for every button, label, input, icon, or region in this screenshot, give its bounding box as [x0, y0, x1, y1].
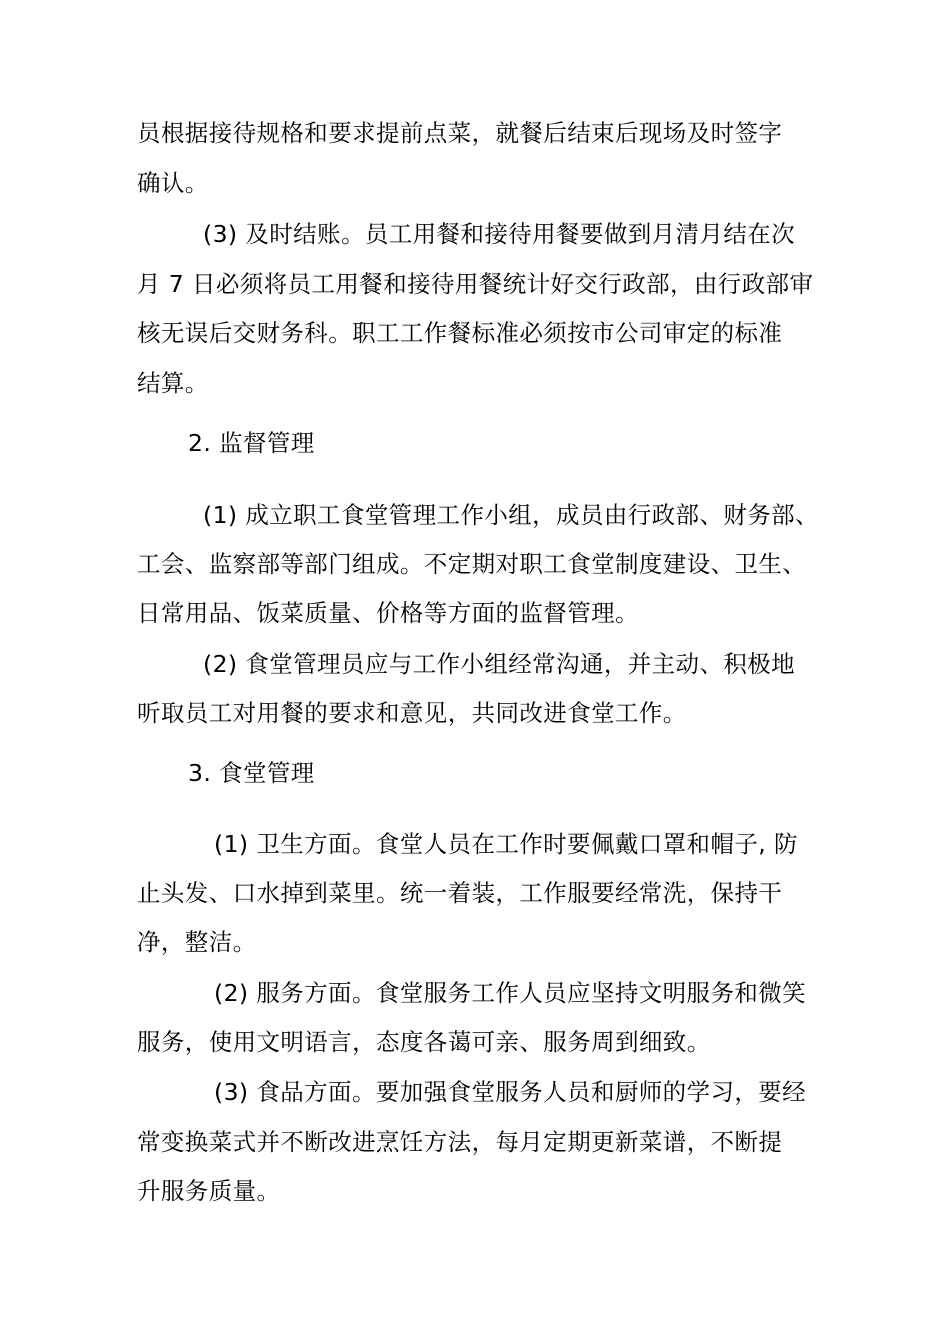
body-text-line: 工会、监察部等部门组成。不定期对职工食堂制度建设、卫生、 [137, 550, 807, 578]
section-heading: 2. 监督管理 [188, 429, 315, 457]
list-item-text: (2) 服务方面。食堂服务工作人员应坚持文明服务和微笑 [214, 979, 807, 1007]
body-text-line: 确认。 [137, 169, 209, 197]
list-item-text: (2) 食堂管理员应与工作小组经常沟通，并主动、积极地 [203, 650, 796, 678]
body-text-line: 听取员工对用餐的要求和意见，共同改进食堂工作。 [137, 699, 687, 727]
body-text-line: 止头发、口水掉到菜里。统一着装，工作服要经常洗，保持干 [137, 879, 783, 907]
body-text-line: 员根据接待规格和要求提前点菜，就餐后结束后现场及时签字 [137, 119, 783, 147]
list-item-text: (3) 食品方面。要加强食堂服务人员和厨师的学习，要经 [214, 1078, 807, 1106]
body-text-line: 常变换菜式并不断改进烹饪方法，每月定期更新菜谱，不断提 [137, 1128, 783, 1156]
body-text-line: 核无误后交财务科。职工工作餐标准必须按市公司审定的标准 [137, 319, 783, 347]
body-text-line: 日常用品、饭菜质量、价格等方面的监督管理。 [137, 599, 639, 627]
section-heading: 3. 食堂管理 [188, 759, 315, 787]
list-item-text: (3) 及时结账。员工用餐和接待用餐要做到月清月结在次 [203, 220, 796, 248]
body-text-line: 结算。 [137, 369, 209, 397]
body-text-line: 升服务质量。 [137, 1177, 281, 1205]
body-text-line: 月 7 日必须将员工用餐和接待用餐统计好交行政部，由行政部审 [137, 270, 814, 298]
body-text-line: 净，整洁。 [137, 928, 257, 956]
list-item-text: (1) 成立职工食堂管理工作小组，成员由行政部、财务部、 [203, 501, 819, 529]
list-item-text: (1) 卫生方面。食堂人员在工作时要佩戴口罩和帽子, 防 [214, 830, 798, 858]
body-text-line: 服务，使用文明语言，态度各蔼可亲、服务周到细致。 [137, 1028, 711, 1056]
